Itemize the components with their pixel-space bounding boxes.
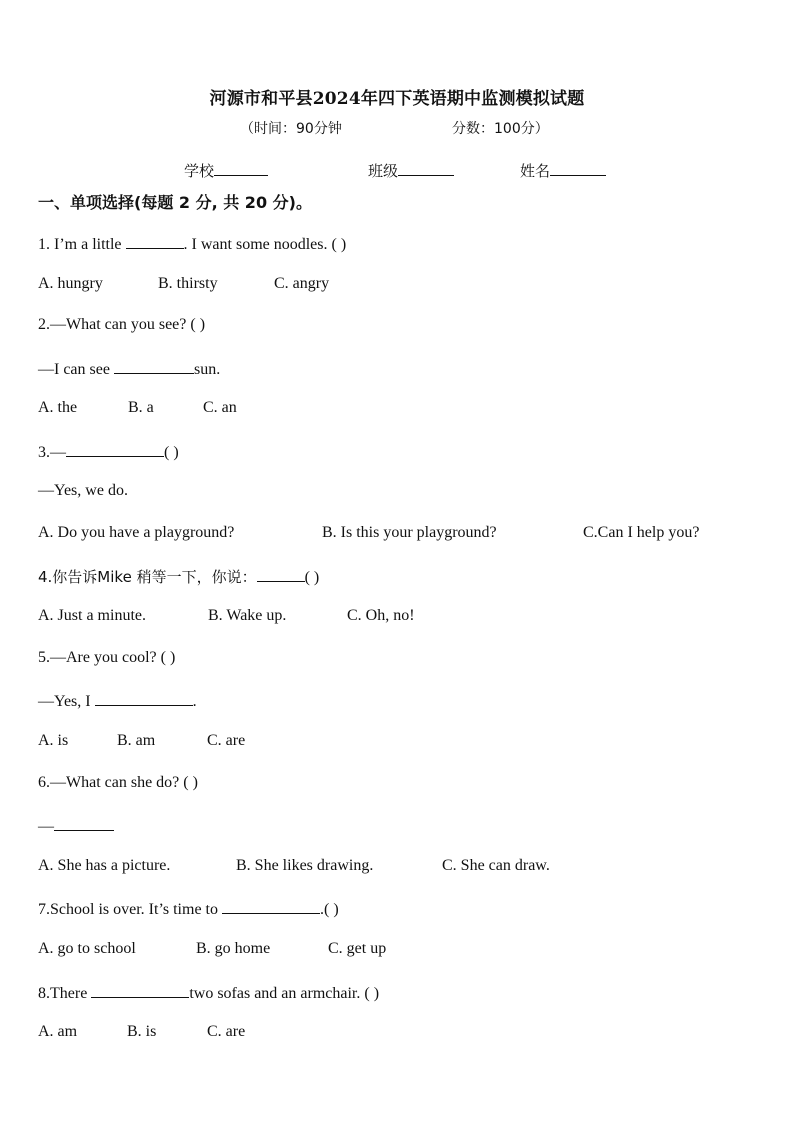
question-6: 6.—What can she do? ( ) <box>38 774 198 791</box>
answer-blank[interactable] <box>91 982 189 998</box>
question-3-options <box>38 524 699 542</box>
class-field <box>368 160 454 181</box>
option-a[interactable]: A. is <box>38 732 69 749</box>
answer-blank[interactable] <box>126 233 184 249</box>
answer-blank[interactable] <box>257 566 305 582</box>
option-c[interactable]: C. Oh, no! <box>347 607 415 624</box>
school-blank[interactable] <box>214 161 268 176</box>
answer-blank[interactable] <box>222 898 320 914</box>
option-b[interactable]: B. She likes drawing. <box>236 857 374 874</box>
option-b[interactable]: B. am <box>117 732 156 749</box>
answer-blank[interactable] <box>114 358 194 374</box>
option-b[interactable]: B. go home <box>196 940 271 957</box>
option-c[interactable]: C. an <box>203 399 237 416</box>
question-5: 5.—Are you cool? ( ) <box>38 649 176 666</box>
option-a[interactable]: A. Do you have a playground? <box>38 524 235 541</box>
question-2: 2.—What can you see? ( ) <box>38 316 206 333</box>
question-2-options <box>38 399 237 417</box>
option-a[interactable]: A. the <box>38 399 78 416</box>
page-title: 河源市和平县2024年四下英语期中监测模拟试题 <box>209 89 585 109</box>
option-c[interactable]: C. angry <box>274 275 330 292</box>
option-c[interactable]: C. are <box>207 1023 246 1040</box>
question-8-options <box>38 1023 245 1041</box>
question-8: 8.There two sofas and an armchair. ( ) <box>38 982 379 1003</box>
option-b[interactable]: B. is <box>127 1023 157 1040</box>
question-6-options <box>38 857 550 875</box>
option-a[interactable]: A. go to school <box>38 940 136 957</box>
option-c[interactable]: C.Can I help you? <box>583 524 700 541</box>
answer-blank[interactable] <box>66 441 164 457</box>
answer-blank[interactable] <box>54 815 114 831</box>
option-a[interactable]: A. Just a minute. <box>38 607 146 624</box>
question-7: 7.School is over. It’s time to .( ) <box>38 898 339 919</box>
school-label: 学校 <box>184 162 215 180</box>
option-c[interactable]: C. are <box>207 732 246 749</box>
option-b[interactable]: B. a <box>128 399 154 416</box>
class-blank[interactable] <box>398 161 454 176</box>
class-label: 班级 <box>368 162 399 180</box>
name-blank[interactable] <box>550 161 606 176</box>
question-4: 4.你告诉Mike 稍等一下，你说： ( ) <box>38 568 320 586</box>
question-6-line-2: — <box>38 815 114 836</box>
option-a[interactable]: A. hungry <box>38 275 103 292</box>
name-field <box>520 160 606 181</box>
question-5-options <box>38 732 245 750</box>
question-3: 3.— ( ) <box>38 441 179 462</box>
question-3-line-2: —Yes, we do. <box>38 482 128 499</box>
question-5-line-2: —Yes, I . <box>38 690 197 711</box>
exam-score: 分数：100分） <box>452 121 549 137</box>
option-c[interactable]: C. get up <box>328 940 387 957</box>
question-1: 1. I’m a little . I want some noodles. ( ) <box>38 233 346 254</box>
option-b[interactable]: B. Is this your playground? <box>322 524 497 541</box>
question-1-options <box>38 275 329 293</box>
option-b[interactable]: B. thirsty <box>158 275 218 292</box>
question-7-options <box>38 940 386 958</box>
option-a[interactable]: A. am <box>38 1023 78 1040</box>
exam-time: （时间：90分钟 <box>240 121 342 137</box>
school-field <box>184 160 268 181</box>
answer-blank[interactable] <box>95 690 193 706</box>
question-4-options <box>38 607 415 625</box>
option-c[interactable]: C. She can draw. <box>442 857 550 874</box>
option-a[interactable]: A. She has a picture. <box>38 857 171 874</box>
name-label: 姓名 <box>520 162 551 180</box>
option-b[interactable]: B. Wake up. <box>208 607 287 624</box>
question-2-line-2: —I can see sun. <box>38 358 220 379</box>
section-title: 一、单项选择(每题 2 分, 共 20 分)。 <box>38 193 312 212</box>
